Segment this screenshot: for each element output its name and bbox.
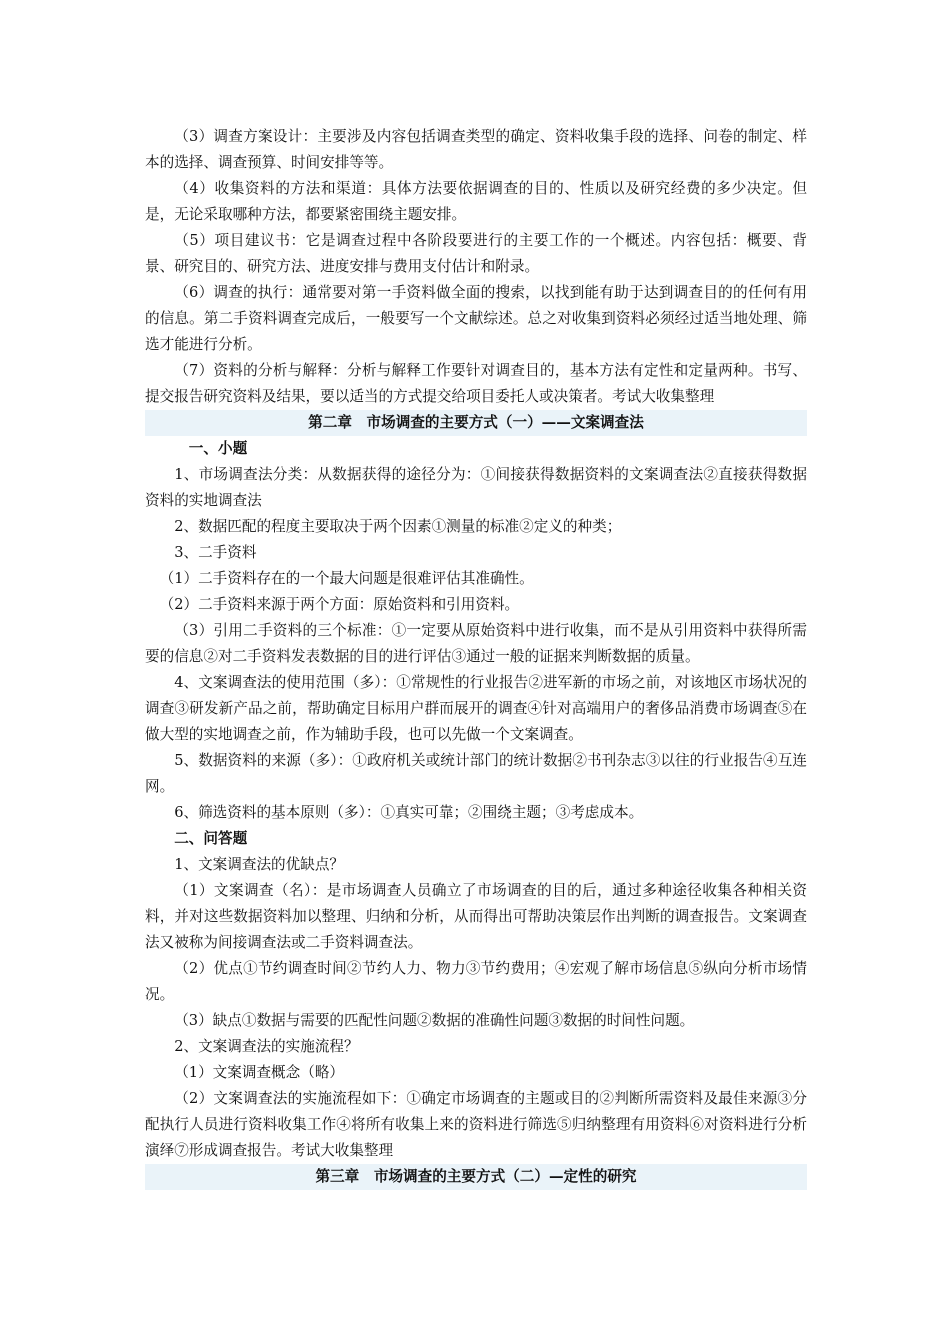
- paragraph: （3）引用二手资料的三个标准：①一定要从原始资料中进行收集，而不是从引用资料中获得所需要的信息②对二手资料发表数据的目的进行评估③通过一般的证据来判断数据的质量。: [145, 622, 807, 665]
- paragraph: （4）收集资料的方法和渠道：具体方法要依据调查的目的、性质以及研究经费的多少决定。但是，无论采取哪种方法，都要紧密围绕主题安排。: [145, 180, 807, 223]
- paragraph: 6、筛选资料的基本原则（多）：①真实可靠；②围绕主题；③考虑成本。: [174, 804, 644, 821]
- chapter-heading: 第三章 市场调查的主要方式（二）—定性的研究: [145, 1164, 807, 1190]
- paragraph: 1、市场调查法分类：从数据获得的途径分为：①间接获得数据资料的文案调查法②直接获得数据资料的实地调查法: [145, 466, 807, 509]
- document-body: [145, 124, 807, 1190]
- paragraph: （3）缺点①数据与需要的匹配性问题②数据的准确性问题③数据的时间性问题。: [174, 1012, 695, 1029]
- paragraph: （2）文案调查法的实施流程如下：①确定市场调查的主题或目的②判断所需资料及最佳来源③分配执行人员进行资料收集工作④将所有收集上来的资料进行筛选⑤归纳整理有用资料⑥对资料进行分析演绎⑦形成调查报告。考试大收集整理: [145, 1090, 807, 1159]
- chapter-heading: 第二章 市场调查的主要方式（一）——文案调查法: [145, 410, 807, 436]
- section-heading: 二、问答题: [174, 830, 248, 847]
- paragraph: （6）调查的执行：通常要对第一手资料做全面的搜索，以找到能有助于达到调查目的的任何有用的信息。第二手资料调查完成后，一般要写一个文献综述。总之对收集到资料必须经过适当地处理、筛选才能进行分析。: [145, 284, 807, 353]
- paragraph: （3）调查方案设计：主要涉及内容包括调查类型的确定、资料收集手段的选择、问卷的制定、样本的选择、调查预算、时间安排等等。: [145, 128, 807, 171]
- paragraph: （7）资料的分析与解释：分析与解释工作要针对调查目的，基本方法有定性和定量两种。书写、提交报告研究资料及结果，要以适当的方式提交给项目委托人或决策者。考试大收集整理: [145, 362, 807, 405]
- paragraph: （2）二手资料来源于两个方面：原始资料和引用资料。: [159, 596, 520, 613]
- paragraph: （2）优点①节约调查时间②节约人力、物力③节约费用；④宏观了解市场信息⑤纵向分析市场情况。: [145, 960, 807, 1003]
- paragraph: 3、二手资料: [174, 544, 257, 561]
- paragraph: 5、数据资料的来源（多）：①政府机关或统计部门的统计数据②书刊杂志③以往的行业报告④互连网。: [145, 752, 807, 795]
- paragraph: 2、文案调查法的实施流程？: [174, 1038, 359, 1055]
- paragraph: 4、文案调查法的使用范围（多）：①常规性的行业报告②进军新的市场之前，对该地区市场状况的调查③研发新产品之前，帮助确定目标用户群而展开的调查④针对高端用户的奢侈品消费市场调查⑤在做大型的实地调查之前，作为辅助手段，也可以先做一个文案调查。: [145, 674, 807, 743]
- paragraph: 1、文案调查法的优缺点？: [174, 856, 345, 873]
- paragraph: （1）文案调查概念（略）: [174, 1064, 345, 1081]
- paragraph: （5）项目建议书：它是调查过程中各阶段要进行的主要工作的一个概述。内容包括：概要、背景、研究目的、研究方法、进度安排与费用支付估计和附录。: [145, 232, 807, 275]
- paragraph: 2、数据匹配的程度主要取决于两个因素①测量的标准②定义的种类；: [174, 518, 622, 535]
- paragraph: （1）文案调查（名）：是市场调查人员确立了市场调查的目的后，通过多种途径收集各种相关资料，并对这些数据资料加以整理、归纳和分析，从而得出可帮助决策层作出判断的调查报告。文案调查法又被称为间接调查法或二手资料调查法。: [145, 882, 807, 951]
- paragraph: （1）二手资料存在的一个最大问题是很难评估其准确性。: [159, 570, 534, 587]
- section-heading: 一、小题: [188, 440, 248, 457]
